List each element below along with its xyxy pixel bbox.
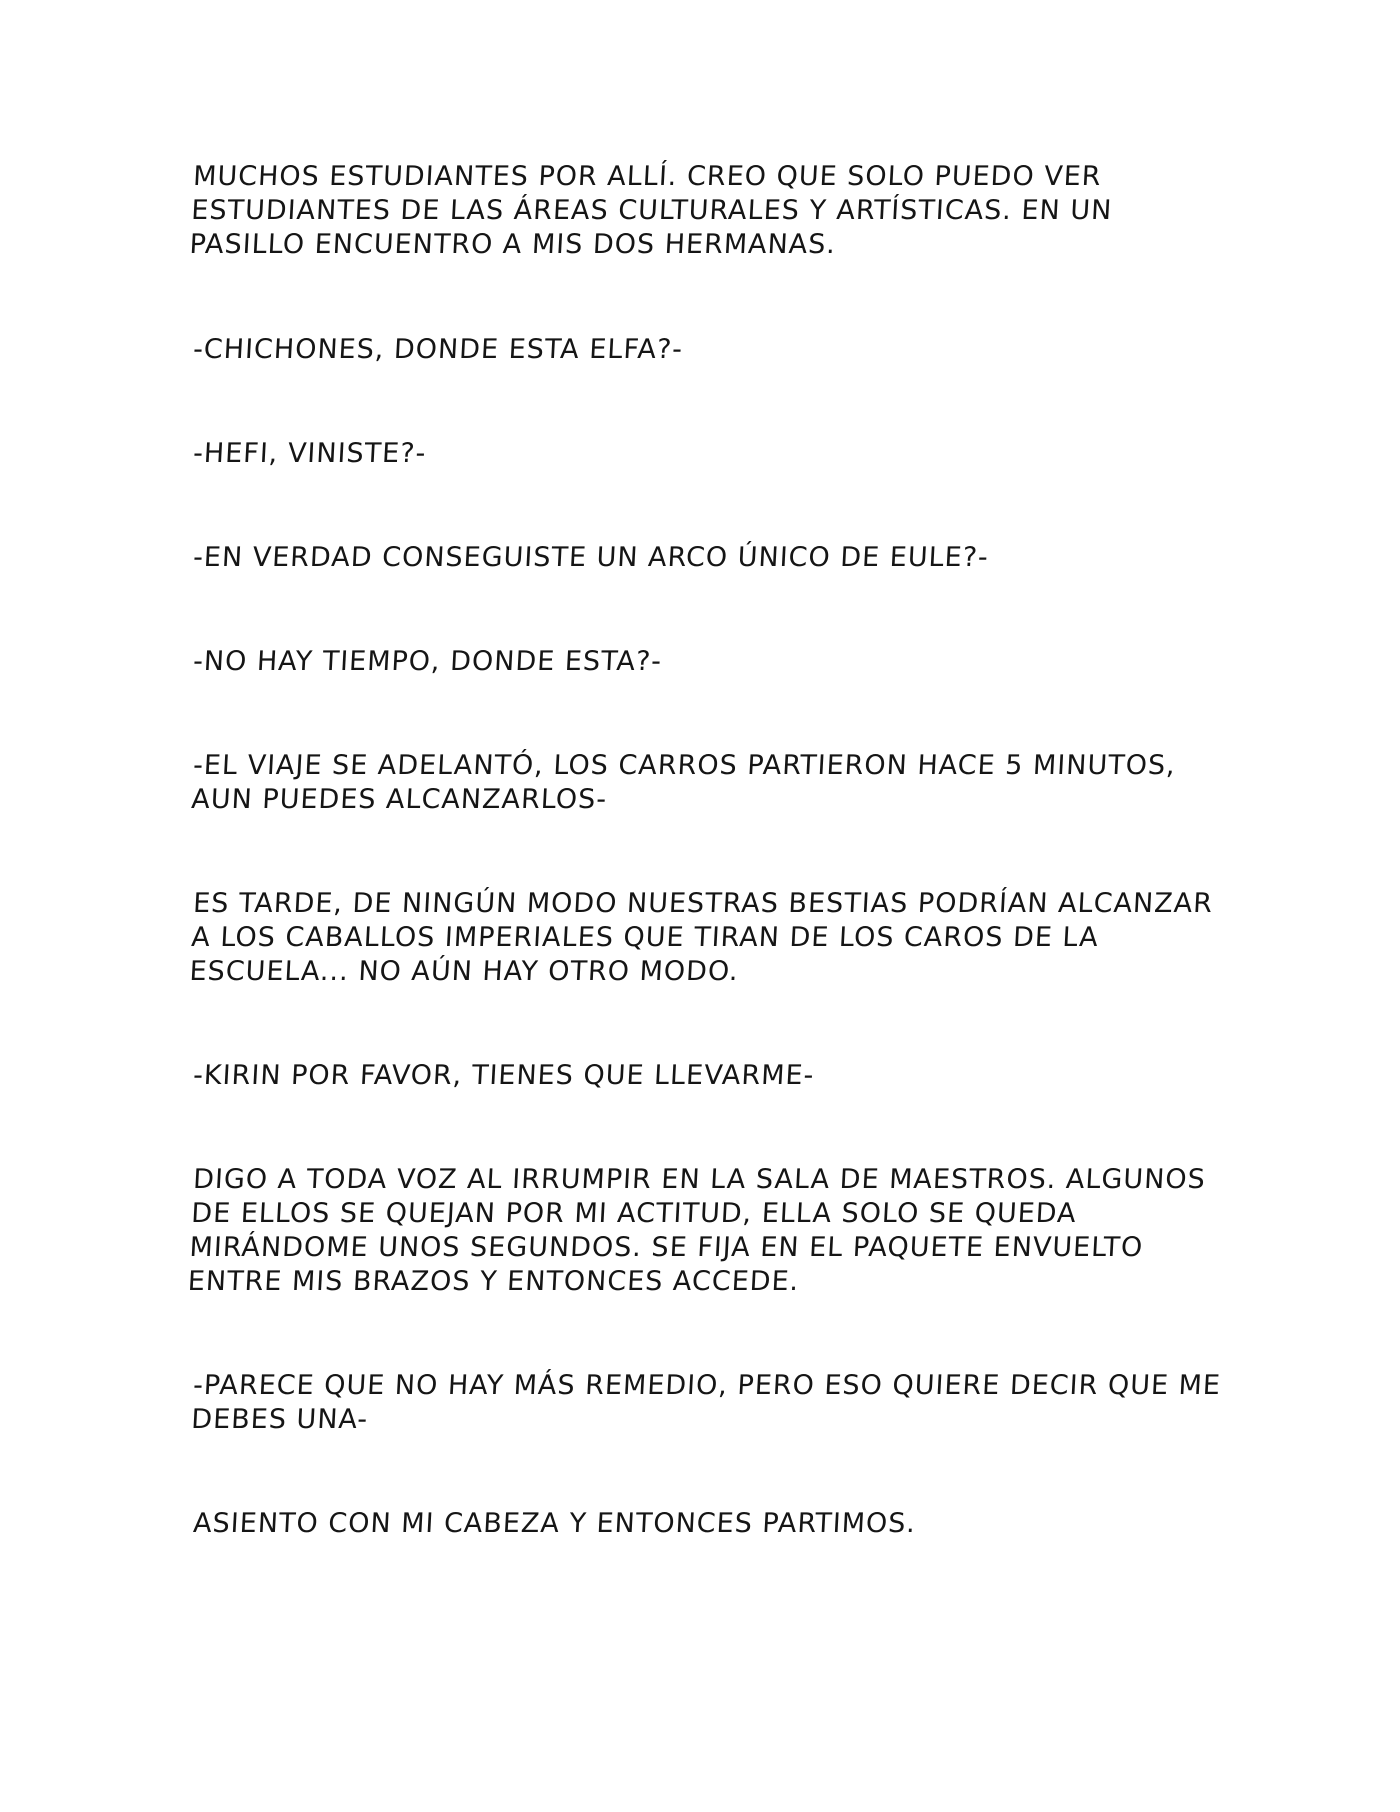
paragraph-dialogue-hefi: -HEFI, VINISTE?- [192, 438, 428, 469]
paragraph-dialogue-no-hay-tiempo: -NO HAY TIEMPO, DONDE ESTA?- [192, 646, 663, 677]
paragraph-dialogue-arco: -EN VERDAD CONSEGUISTE UN ARCO ÚNICO DE EULE?- [192, 542, 990, 573]
paragraph-narration-es-tarde: ES TARDE, DE NINGÚN MODO NUESTRAS BESTIAS PODRÍAN ALCANZAR A LOS CABALLOS IMPERIALES QUE TIRAN DE LOS CAROS DE LA ESCUELA... NO AÚN HAY OTRO MODO. [188, 888, 1214, 987]
paragraph-dialogue-remedio: -PARECE QUE NO HAY MÁS REMEDIO, PERO ESO QUIERE DECIR QUE ME DEBES UNA- [190, 1370, 1222, 1435]
paragraph-dialogue-chichones: -CHICHONES, DONDE ESTA ELFA?- [192, 334, 684, 365]
paragraph-dialogue-viaje: -EL VIAJE SE ADELANTÓ, LOS CARROS PARTIERON HACE 5 MINUTOS, AUN PUEDES ALCANZARLOS- [190, 750, 1177, 815]
paragraph-dialogue-kirin: -KIRIN POR FAVOR, TIENES QUE LLEVARME- [192, 1060, 816, 1091]
paragraph-narration-partimos: ASIENTO CON MI CABEZA Y ENTONCES PARTIMOS. [192, 1508, 917, 1539]
paragraph-narration-sala-maestros: DIGO A TODA VOZ AL IRRUMPIR EN LA SALA DE MAESTROS. ALGUNOS DE ELLOS SE QUEJAN POR MI ACTITUD, ELLA SOLO SE QUEDA MIRÁNDOME UNOS SEGUNDOS. SE FIJA EN EL PAQUETE ENVUELTO ENTRE MIS BRAZOS Y ENTONCES ACCEDE. [186, 1164, 1207, 1297]
paragraph-narration-hallway: MUCHOS ESTUDIANTES POR ALLÍ. CREO QUE SOLO PUEDO VER ESTUDIANTES DE LAS ÁREAS CULTURALES Y ARTÍSTICAS. EN UN PASILLO ENCUENTRO A MIS DOS HERMANAS. [188, 161, 1114, 260]
